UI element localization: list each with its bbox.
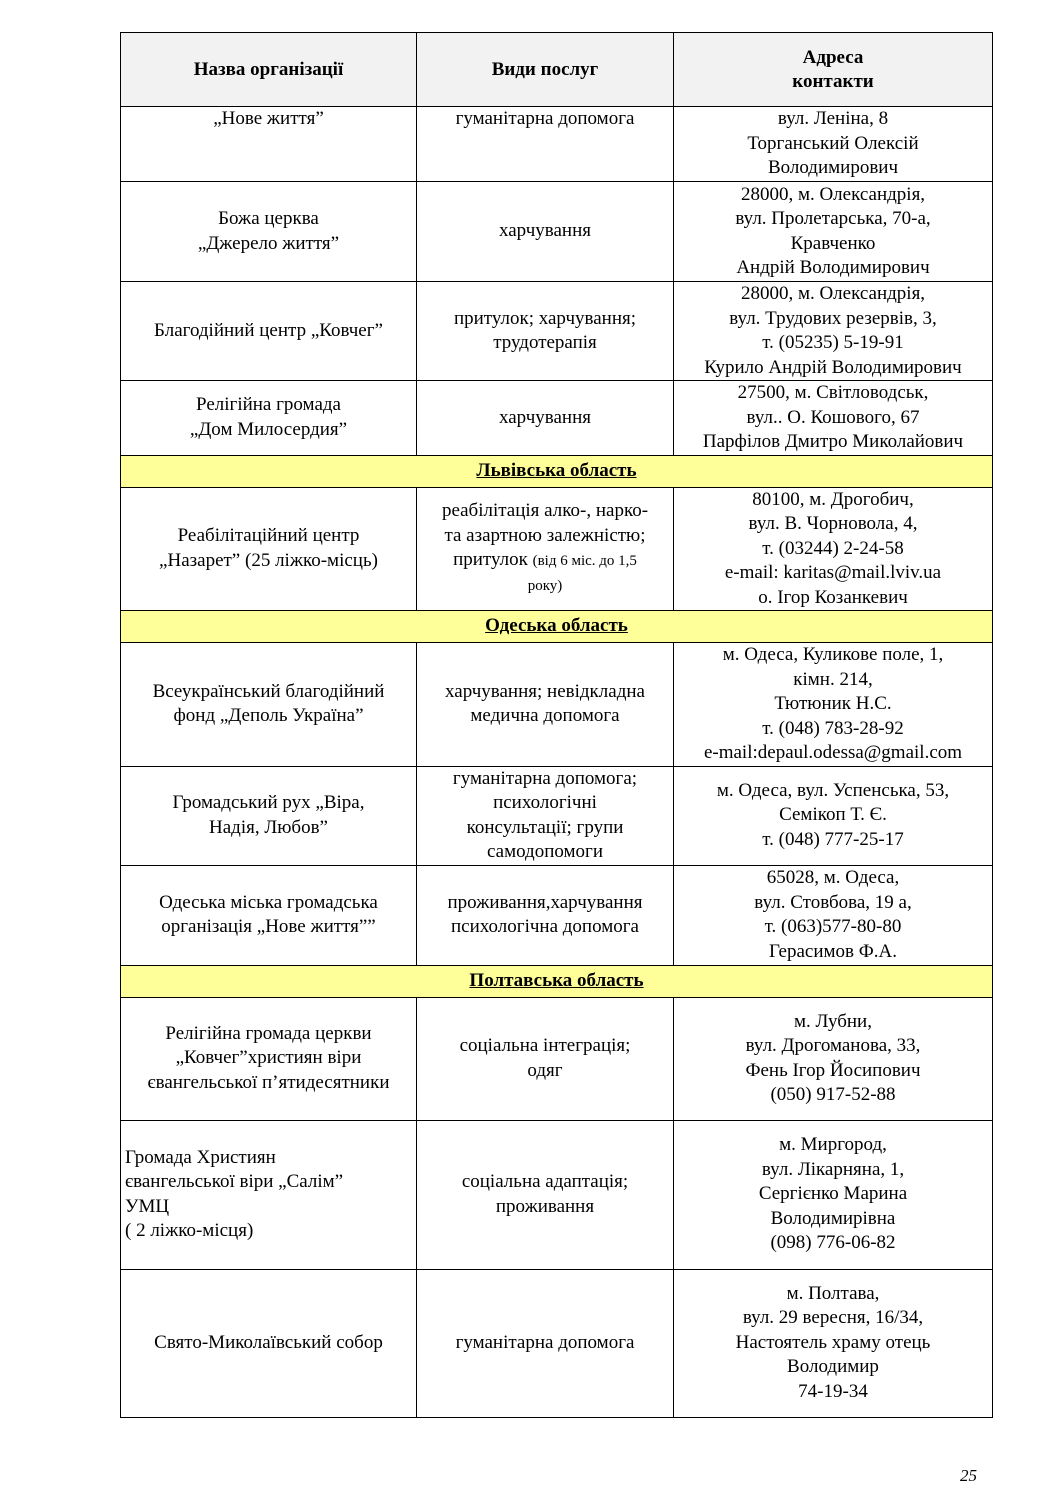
address-line: вул. 29 вересня, 16/34, bbox=[742, 1307, 924, 1329]
address-cell bbox=[674, 182, 993, 282]
address-line: т. (048) 783-28-92 bbox=[762, 717, 904, 739]
page-number: 25 bbox=[960, 1466, 977, 1485]
address-line: м. Полтава, bbox=[786, 1282, 880, 1304]
org-cell bbox=[121, 1120, 417, 1269]
address-line: м. Одеса, вул. Успенська, 53, bbox=[716, 779, 950, 801]
org-line: „Джерело життя” bbox=[197, 232, 340, 254]
services-cell bbox=[417, 865, 674, 965]
org-cell bbox=[121, 107, 417, 182]
services-line: одяг bbox=[527, 1059, 563, 1081]
org-line: фонд „Деполь Україна” bbox=[173, 705, 364, 727]
region-row bbox=[121, 965, 993, 997]
address-line: т. (048) 777-25-17 bbox=[762, 828, 904, 850]
address-line: вул. Пролетарська, 70-а, bbox=[735, 208, 931, 229]
services-line: медична допомога bbox=[470, 705, 620, 727]
address-line: вул.. О. Кошового, 67 bbox=[746, 406, 920, 428]
org-line: євангельської віри „Салім” bbox=[125, 1171, 344, 1192]
services-line bbox=[421, 548, 669, 574]
services-line: проживання bbox=[495, 1195, 595, 1217]
services-line: трудотерапія bbox=[493, 332, 597, 353]
org-cell bbox=[121, 997, 417, 1120]
org-line: „Нове життя” bbox=[213, 108, 324, 129]
services-line: притулок; харчування; bbox=[453, 307, 637, 329]
services-line: гуманітарна допомога bbox=[455, 1331, 635, 1353]
services-line: гуманітарна допомога bbox=[455, 108, 635, 129]
org-cell bbox=[121, 381, 417, 456]
address-cell bbox=[674, 381, 993, 456]
address-line: Кравченко bbox=[790, 232, 876, 254]
org-line: Реабілітаційний центр bbox=[177, 525, 360, 547]
services-line: реабілітація алко-, нарко- bbox=[441, 500, 649, 522]
address-line: 80100, м. Дрогобич, bbox=[752, 488, 914, 510]
table-row bbox=[121, 1120, 993, 1269]
region-row bbox=[121, 611, 993, 643]
address-cell bbox=[674, 487, 993, 611]
org-cell bbox=[121, 487, 417, 611]
services-line: психологічна допомога bbox=[451, 916, 639, 937]
address-line: 28000, м. Олександрія, bbox=[740, 283, 926, 304]
address-cell bbox=[674, 643, 993, 767]
address-cell bbox=[674, 282, 993, 381]
services-cell bbox=[417, 1269, 674, 1417]
org-line: Релігійна громада bbox=[196, 394, 341, 416]
org-cell bbox=[121, 282, 417, 381]
address-line: м. Лубни, bbox=[794, 1010, 872, 1032]
address-line: (050) 917-52-88 bbox=[770, 1084, 896, 1105]
address-line: Парфілов Дмитро Миколайович bbox=[702, 431, 964, 452]
address-line: вул. Лікарняна, 1, bbox=[761, 1158, 905, 1180]
address-line: (098) 776-06-82 bbox=[770, 1232, 896, 1254]
table-row bbox=[121, 865, 993, 965]
address-cell bbox=[674, 1120, 993, 1269]
services-cell bbox=[417, 997, 674, 1120]
org-line: організація „Нове життя”” bbox=[161, 916, 376, 937]
services-cell bbox=[417, 766, 674, 865]
org-line: Свято-Миколаївський собор bbox=[154, 1331, 383, 1353]
services-cell bbox=[417, 182, 674, 282]
address-line: вул. Трудових резервів, 3, bbox=[729, 307, 937, 329]
address-line: Сергієнко Марина bbox=[758, 1183, 908, 1205]
services-cell bbox=[417, 487, 674, 611]
address-line: т. (03244) 2-24-58 bbox=[762, 537, 904, 559]
address-line: вул. Стовбова, 19 а, bbox=[754, 891, 912, 913]
address-line: Володимир bbox=[787, 1356, 879, 1378]
org-cell bbox=[121, 766, 417, 865]
address-line: о. Ігор Козанкевич bbox=[758, 586, 908, 608]
header-org: Назва організації bbox=[121, 33, 417, 107]
table-row bbox=[121, 1269, 993, 1417]
address-line: Володимирович bbox=[767, 157, 899, 178]
org-cell bbox=[121, 182, 417, 282]
services-line: консультації; групи bbox=[466, 816, 624, 838]
header-services: Види послуг bbox=[417, 33, 674, 107]
org-line: Громада Християн bbox=[125, 1146, 276, 1168]
header-address bbox=[674, 33, 993, 107]
address-cell bbox=[674, 766, 993, 865]
org-line: Благодійний центр „Ковчег” bbox=[154, 319, 383, 341]
services-line: самодопомоги bbox=[486, 841, 604, 862]
services-text: притулок bbox=[453, 549, 528, 571]
email-text: e-mail: karitas@mail.lviv.ua bbox=[724, 562, 942, 583]
organizations-table bbox=[120, 32, 993, 1418]
table-row bbox=[121, 107, 993, 182]
address-line: 65028, м. Одеса, bbox=[766, 867, 900, 888]
services-line: гуманітарна допомога; bbox=[452, 767, 638, 789]
services-small-line: року) bbox=[527, 577, 563, 594]
org-line: УМЦ bbox=[125, 1195, 170, 1217]
address-line: т. (063)577-80-80 bbox=[764, 916, 902, 937]
address-cell bbox=[674, 997, 993, 1120]
address-cell bbox=[674, 865, 993, 965]
address-line: Володимирівна bbox=[770, 1207, 896, 1229]
address-cell bbox=[674, 107, 993, 182]
address-line: Торганський Олексій bbox=[747, 132, 919, 154]
table-row bbox=[121, 997, 993, 1120]
services-small-text: (від 6 міс. до 1,5 bbox=[532, 553, 637, 570]
region-row bbox=[121, 455, 993, 487]
table-row bbox=[121, 487, 993, 611]
org-line: ( 2 ліжко-місця) bbox=[125, 1220, 254, 1241]
header-address-line: Адреса bbox=[802, 46, 864, 68]
address-line: вул. Леніна, 8 bbox=[777, 108, 889, 129]
org-line: Громадський рух „Віра, bbox=[172, 792, 365, 813]
services-line: та азартною залежністю; bbox=[444, 524, 646, 546]
address-line: вул. В. Чорновола, 4, bbox=[748, 513, 918, 534]
address-line: Герасимов Ф.А. bbox=[769, 940, 897, 962]
services-line: харчування; невідкладна bbox=[445, 680, 645, 702]
services-line: харчування bbox=[499, 220, 591, 242]
services-line: психологічні bbox=[493, 792, 597, 813]
address-line: Фень Ігор Йосипович bbox=[745, 1059, 921, 1081]
services-cell bbox=[417, 107, 674, 182]
org-line: „Дом Милосердия” bbox=[189, 418, 348, 440]
address-line: Андрій Володимирович bbox=[736, 257, 930, 278]
region-heading-lviv: Львівська область bbox=[121, 455, 993, 487]
org-cell bbox=[121, 1269, 417, 1417]
address-line: м. Одеса, Куликове поле, 1, bbox=[722, 644, 944, 665]
table-row bbox=[121, 182, 993, 282]
address-line: Тютюник Н.С. bbox=[774, 693, 892, 714]
org-line: Релігійна громада церкви bbox=[165, 1022, 372, 1044]
table-row bbox=[121, 766, 993, 865]
org-line: Всеукраїнський благодійний bbox=[152, 680, 385, 702]
table-row bbox=[121, 643, 993, 767]
address-line: кімн. 214, bbox=[793, 668, 873, 690]
address-line: 28000, м. Олександрія, bbox=[740, 183, 926, 205]
org-cell bbox=[121, 643, 417, 767]
org-line: Надія, Любов” bbox=[209, 816, 328, 838]
region-heading-poltava: Полтавська область bbox=[121, 965, 993, 997]
email-text: e-mail:depaul.odessa@gmail.com bbox=[703, 742, 963, 763]
address-line: Семікоп Т. Є. bbox=[779, 804, 887, 826]
services-line: соціальна адаптація; bbox=[461, 1171, 629, 1192]
region-heading-odesa: Одеська область bbox=[121, 611, 993, 643]
table-header-row bbox=[121, 33, 993, 107]
services-line: проживання,харчування bbox=[447, 891, 643, 913]
org-line: Божа церква bbox=[218, 208, 319, 229]
address-line: т. (05235) 5-19-91 bbox=[762, 332, 904, 353]
services-line: харчування bbox=[499, 406, 591, 428]
header-address-line: контакти bbox=[792, 70, 874, 92]
services-cell bbox=[417, 1120, 674, 1269]
address-line: вул. Дрогоманова, 33, bbox=[745, 1035, 921, 1056]
address-cell bbox=[674, 1269, 993, 1417]
address-line: 74-19-34 bbox=[798, 1380, 868, 1402]
address-line: 27500, м. Світловодськ, bbox=[737, 382, 929, 403]
services-cell bbox=[417, 643, 674, 767]
org-line: євангельської п’ятидесятники bbox=[147, 1071, 390, 1093]
table-row bbox=[121, 381, 993, 456]
address-line: Курило Андрій Володимирович bbox=[704, 356, 962, 378]
services-cell bbox=[417, 381, 674, 456]
org-cell bbox=[121, 865, 417, 965]
address-line: Настоятель храму отець bbox=[735, 1331, 931, 1353]
org-line: „Назарет” (25 ліжко-місць) bbox=[159, 549, 378, 571]
table-row bbox=[121, 282, 993, 381]
services-line: соціальна інтеграція; bbox=[459, 1035, 631, 1056]
address-line: м. Миргород, bbox=[779, 1134, 887, 1156]
org-line: Одеська міська громадська bbox=[159, 891, 378, 913]
org-line: „Ковчег”християн віри bbox=[175, 1047, 362, 1069]
services-cell bbox=[417, 282, 674, 381]
